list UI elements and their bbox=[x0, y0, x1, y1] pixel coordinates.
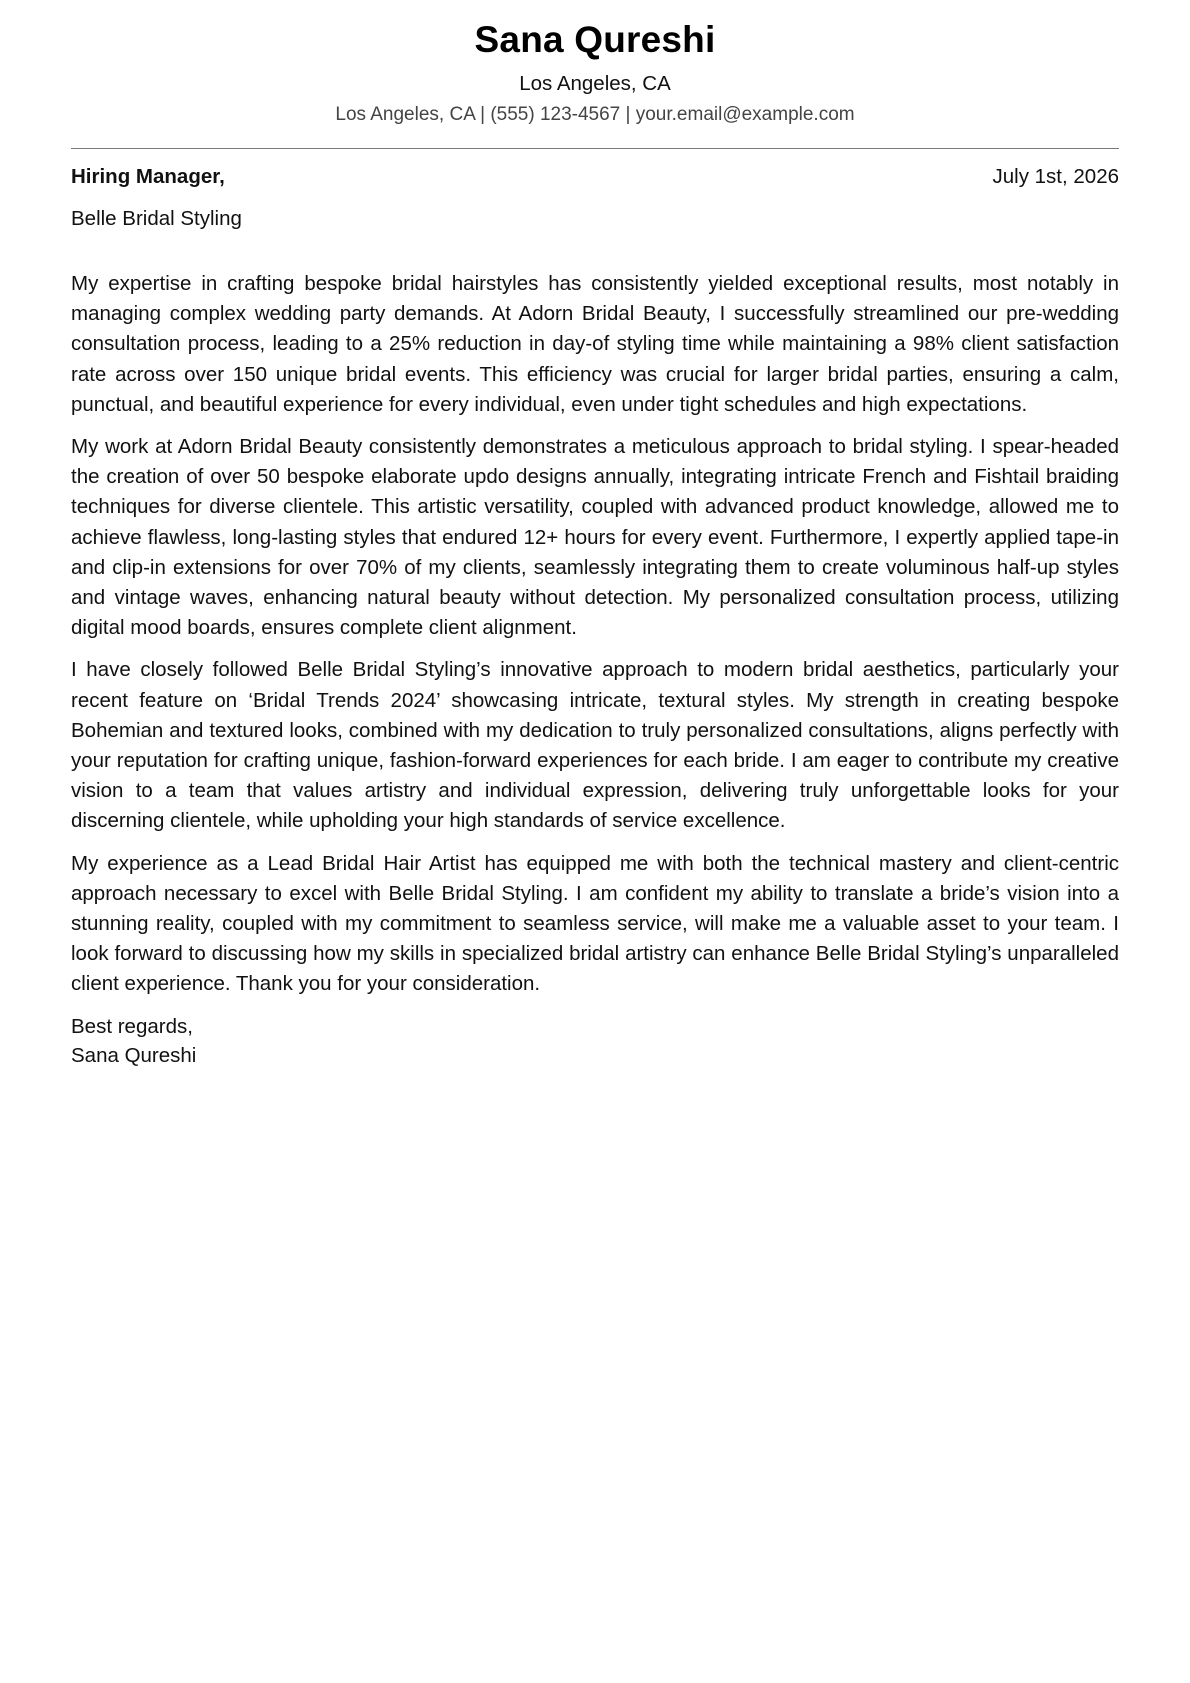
sender-location: Los Angeles, CA bbox=[519, 72, 671, 95]
body-paragraph-4: My experience as a Lead Bridal Hair Artist has equipped me with both the technical mastery and client-centric approach necessary to excel with Belle Bridal Styling. I am confident my ability to translate a bride’s vision into a stunning reality, coupled with my commitment to seamless service, will make me a valuable asset to your team. I look forward to discussing how my skills in specialized bridal artistry can enhance Belle Bridal Styling’s unparalleled client experience. Thank you for your consideration. bbox=[71, 851, 1119, 996]
sender-contact-line: Los Angeles, CA | (555) 123-4567 | your.email@example.com bbox=[335, 104, 855, 125]
recipient-company: Belle Bridal Styling bbox=[71, 207, 242, 230]
body-paragraph-1: My expertise in crafting bespoke bridal hairstyles has consistently yielded exceptional results, most notably in managing complex wedding party demands. At Adorn Bridal Beauty, I successfully streamlined our pre-wedding consultation process, leading to a 25% reduction in day-of styling time while maintaining a 98% client satisfaction rate across over 150 unique bridal events. This efficiency was crucial for larger bridal parties, ensuring a calm, punctual, and beautiful experience for every individual, even under tight schedules and high expectations. bbox=[71, 272, 1119, 416]
closing-salutation: Best regards, bbox=[71, 1014, 193, 1038]
letter-date: July 1st, 2026 bbox=[992, 165, 1119, 188]
letter-body bbox=[71, 269, 1119, 1000]
letter-closing bbox=[71, 1012, 1119, 1070]
recipient-date-row bbox=[71, 163, 1119, 191]
closing-signature: Sana Qureshi bbox=[71, 1043, 197, 1067]
body-paragraph-3: I have closely followed Belle Bridal Styling’s innovative approach to modern bridal aesthetics, particularly your recent feature on ‘Bridal Trends 2024’ showcasing intricate, textural styles. My strength in creating bespoke Bohemian and textured looks, combined with my dedication to truly personalized consultations, aligns perfectly with your reputation for crafting unique, fashion-forward experiences for each bride. I am eager to contribute my creative vision to a team that values artistry and individual expression, delivering truly unforgettable looks for your discerning clientele, while upholding your high standards of service excellence. bbox=[71, 658, 1119, 833]
letter-header bbox=[71, 0, 1119, 128]
sender-name: Sana Qureshi bbox=[474, 19, 716, 60]
body-paragraph-2: My work at Adorn Bridal Beauty consistently demonstrates a meticulous approach to bridal styling. I spear-headed the creation of over 50 bespoke elaborate updo designs annually, integrating intricate French and Fishtail braiding techniques for diverse clientele. This artistic versatility, coupled with advanced product knowledge, allowed me to achieve flawless, long-lasting styles that endured 12+ hours for every event. Furthermore, I expertly applied tape-in and clip-in extensions for over 70% of my clients, seamlessly integrating them to create voluminous half-up styles and vintage waves, enhancing natural beauty without detection. My personalized consultation process, utilizing digital mood boards, ensures complete client alignment. bbox=[71, 435, 1119, 640]
header-divider bbox=[71, 148, 1119, 149]
recipient-greeting: Hiring Manager, bbox=[71, 165, 225, 188]
